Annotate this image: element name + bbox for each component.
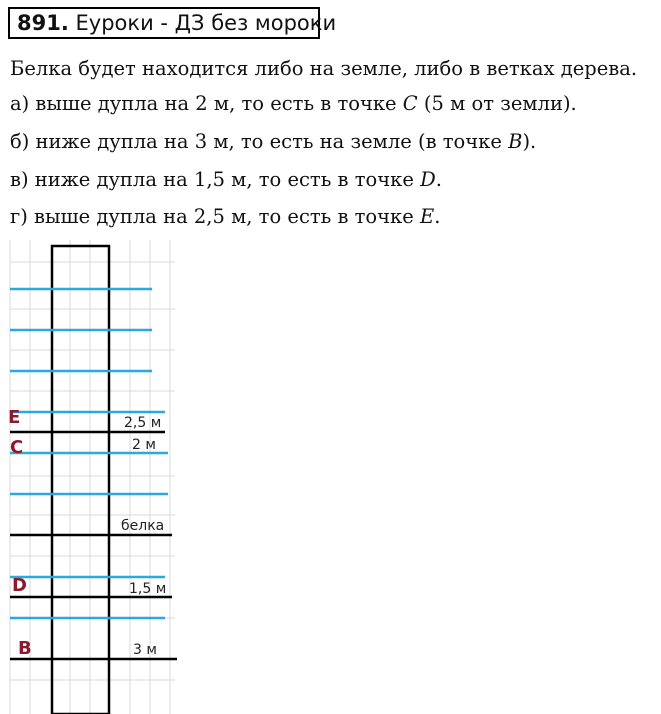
answer-a-suffix: (5 м от земли). [417, 92, 577, 115]
annotation-squirrel: белка [121, 518, 165, 534]
annotation-e: 2,5 м [124, 415, 162, 431]
task-header [8, 7, 337, 39]
answer-a [10, 92, 577, 115]
answer-c [10, 168, 442, 191]
point-label-e: E [8, 407, 21, 428]
annotations [121, 415, 166, 658]
task-title: Еуроки - ДЗ без мороки [75, 11, 337, 35]
answer-b-prefix: б) ниже дупла на 3 м, то есть на земле (в точке [10, 130, 509, 153]
point-label-c: C [10, 437, 24, 458]
tree-diagram [0, 240, 200, 714]
answer-a-point: C [402, 92, 418, 115]
answer-c-point: D [420, 168, 436, 191]
answer-b [10, 130, 536, 153]
point-label-d: D [12, 575, 27, 596]
task-number: 891. [17, 11, 69, 35]
point-label-b: B [18, 638, 32, 659]
answer-b-suffix: ). [522, 130, 537, 153]
answer-c-prefix: в) ниже дупла на 1,5 м, то есть в точке [10, 168, 421, 191]
answer-c-suffix: . [435, 168, 442, 191]
annotation-c: 2 м [132, 437, 156, 453]
blue-levels [10, 289, 168, 618]
point-labels [8, 407, 32, 659]
answer-b-point: B [508, 130, 523, 153]
answer-d-point: E [420, 205, 435, 228]
answer-d-prefix: г) выше дупла на 2,5 м, то есть в точке [10, 205, 420, 228]
annotation-b: 3 м [133, 642, 157, 658]
black-levels [10, 432, 177, 659]
intro-text: Белка будет находится либо на земле, либо в ветках дерева. [10, 57, 638, 80]
annotation-d: 1,5 м [129, 581, 167, 597]
tree-trunk [52, 246, 109, 714]
answer-d [10, 205, 440, 228]
answer-d-suffix: . [434, 205, 441, 228]
answer-a-prefix: а) выше дупла на 2 м, то есть в точке [10, 92, 403, 115]
